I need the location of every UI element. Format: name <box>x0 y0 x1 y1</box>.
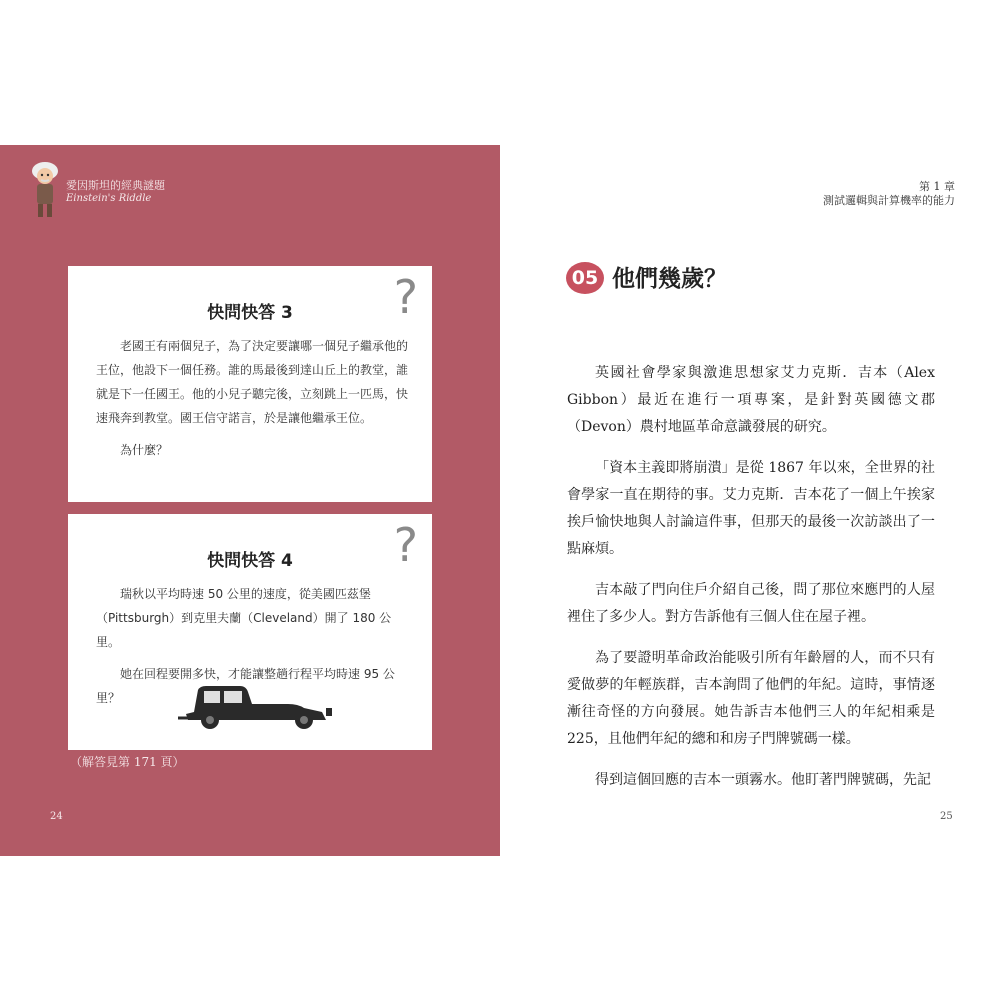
card-body <box>96 334 408 462</box>
question-mark-icon: ? <box>393 270 418 324</box>
chapter-header <box>823 180 955 208</box>
card-paragraph: 她在回程要開多快，才能讓整趟行程平均時速 95 公里？ <box>96 667 395 705</box>
book-title <box>66 179 165 205</box>
question-mark-icon: ? <box>393 518 418 572</box>
chapter-number: 第 1 章 <box>919 180 955 193</box>
card-paragraph: 瑞秋以平均時速 50 公里的速度，從美國匹茲堡（Pittsburgh）到克里夫蘭（Cleveland）開了 180 公里。 <box>96 587 392 649</box>
question-title: 他們幾歲？ <box>612 266 727 292</box>
book-title-zh: 愛因斯坦的經典謎題 <box>66 179 165 192</box>
chapter-subtitle: 測試邏輯與計算機率的能力 <box>823 194 955 207</box>
card-title: 快問快答 4 <box>207 551 293 571</box>
article-paragraph: 得到這個回應的吉本一頭霧水。他盯著門牌號碼，先記 <box>595 772 931 788</box>
article-paragraph: 為了要證明革命政治能吸引所有年齡層的人，而不只有愛做夢的年輕族群，吉本詢問了他們的年紀。這時，事情逐漸往奇怪的方向發展。她告訴吉本他們三人的年紀相乘是 225，且他們年紀的總和和房子門牌號碼一樣。 <box>567 650 935 747</box>
article-body <box>567 360 935 808</box>
question-number-badge: 05 <box>566 262 604 294</box>
article-paragraph: 「資本主義即將崩潰」是從 1867 年以來，全世界的社會學家一直在期待的事。艾力克斯．吉本花了一個上午挨家挨戶愉快地與人討論這件事，但那天的最後一次訪談出了一點麻煩。 <box>567 460 935 557</box>
quiz-card-4 <box>68 514 432 750</box>
card-paragraph: 為什麼？ <box>120 443 169 457</box>
quiz-card-3 <box>68 266 432 502</box>
article-paragraph: 英國社會學家與激進思想家艾力克斯．吉本（Alex Gibbon）最近在進行一項專案，是針對英國德文郡（Devon）農村地區革命意識發展的研究。 <box>567 365 935 435</box>
card-paragraph: 老國王有兩個兒子，為了決定要讓哪一個兒子繼承他的王位，他設下一個任務。誰的馬最後到達山丘上的教堂，誰就是下一任國王。他的小兒子聽完後，立刻跳上一匹馬，快速飛奔到教堂。國王信守諾言，於是讓他繼承王位。 <box>96 339 409 425</box>
article-paragraph: 吉本敲了門向住戶介紹自己後，問了那位來應門的人屋裡住了多少人。對方告訴他有三個人住在屋子裡。 <box>567 582 935 625</box>
left-page <box>0 145 500 856</box>
book-title-en: Einstein's Riddle <box>66 193 152 204</box>
card-title: 快問快答 3 <box>207 303 293 323</box>
answer-reference: （解答見第 171 頁） <box>70 755 185 769</box>
vintage-car-icon <box>176 682 336 730</box>
einstein-cartoon-icon <box>28 161 62 219</box>
page-number-left: 24 <box>50 811 63 822</box>
page-number-right: 25 <box>940 811 953 822</box>
